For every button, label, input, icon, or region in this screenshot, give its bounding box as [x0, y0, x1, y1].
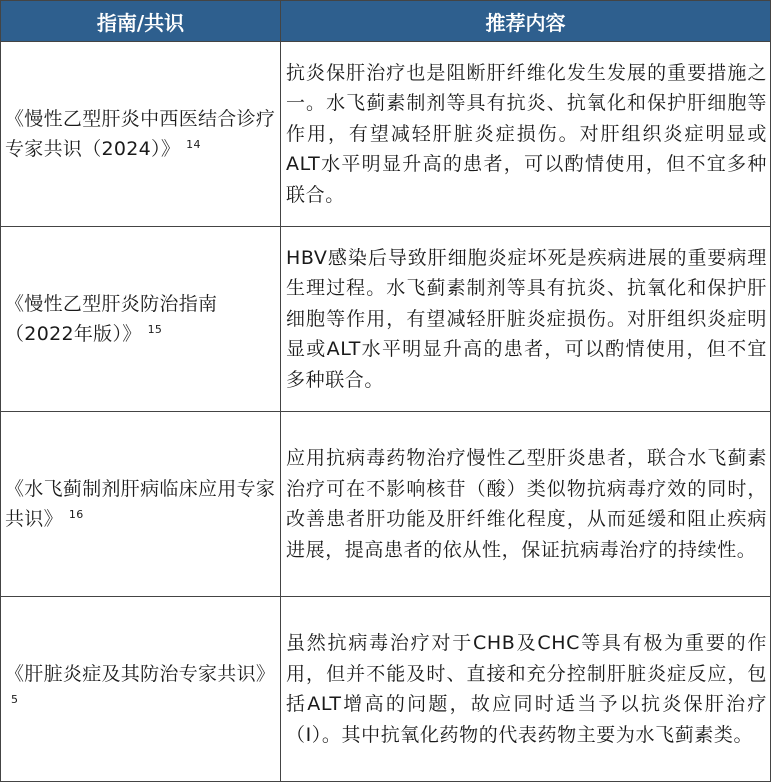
- table-row: [1, 597, 771, 782]
- guide-name-cell: [1, 597, 281, 782]
- table-row: [1, 227, 771, 412]
- reference-number: 16: [68, 508, 84, 521]
- recommendation-cell: 应用抗病毒药物治疗慢性乙型肝炎患者，联合水飞蓟素治疗可在不影响核苷（酸）类似物抗病毒疗效的同时，改善患者肝功能及肝纤维化程度，从而延缓和阻止疾病进展，提高患者的依从性，保证抗病毒治疗的持续性。: [281, 412, 771, 597]
- guide-title: 《慢性乙型肝炎防治指南（2022年版）》: [5, 293, 218, 345]
- header-guide-column: 指南/共识: [1, 1, 281, 42]
- table-row: [1, 42, 771, 227]
- guide-name-cell: [1, 412, 281, 597]
- reference-number: 5: [11, 693, 19, 706]
- recommendation-cell: HBV感染后导致肝细胞炎症坏死是疾病进展的重要病理生理过程。水飞蓟素制剂等具有抗炎、抗氧化和保护肝细胞等作用，有望减轻肝脏炎症损伤。对肝组织炎症明显或ALT水平明显升高的患者，可以酌情使用，但不宜多种联合。: [281, 227, 771, 412]
- recommendation-cell: 抗炎保肝治疗也是阻断肝纤维化发生发展的重要措施之一。水飞蓟素制剂等具有抗炎、抗氧化和保护肝细胞等作用，有望减轻肝脏炎症损伤。对肝组织炎症明显或ALT水平明显升高的患者，可以酌情使用，但不宜多种联合。: [281, 42, 771, 227]
- guide-title: 《肝脏炎症及其防治专家共识》: [5, 663, 276, 685]
- guide-title: 《慢性乙型肝炎中西医结合诊疗专家共识（2024）》: [5, 108, 276, 160]
- guide-name-cell: [1, 42, 281, 227]
- recommendation-cell: 虽然抗病毒治疗对于CHB及CHC等具有极为重要的作用，但并不能及时、直接和充分控制肝脏炎症反应，包括ALT增高的问题，故应同时适当予以抗炎保肝治疗（I）。其中抗氧化药物的代表药物主要为水飞蓟素类。: [281, 597, 771, 782]
- guide-title: 《水飞蓟制剂肝病临床应用专家共识》: [5, 478, 276, 530]
- table-row: [1, 412, 771, 597]
- reference-number: 15: [147, 323, 163, 336]
- header-content-column: 推荐内容: [281, 1, 771, 42]
- table-header-row: [1, 1, 771, 42]
- reference-number: 14: [186, 138, 201, 151]
- guide-name-cell: [1, 227, 281, 412]
